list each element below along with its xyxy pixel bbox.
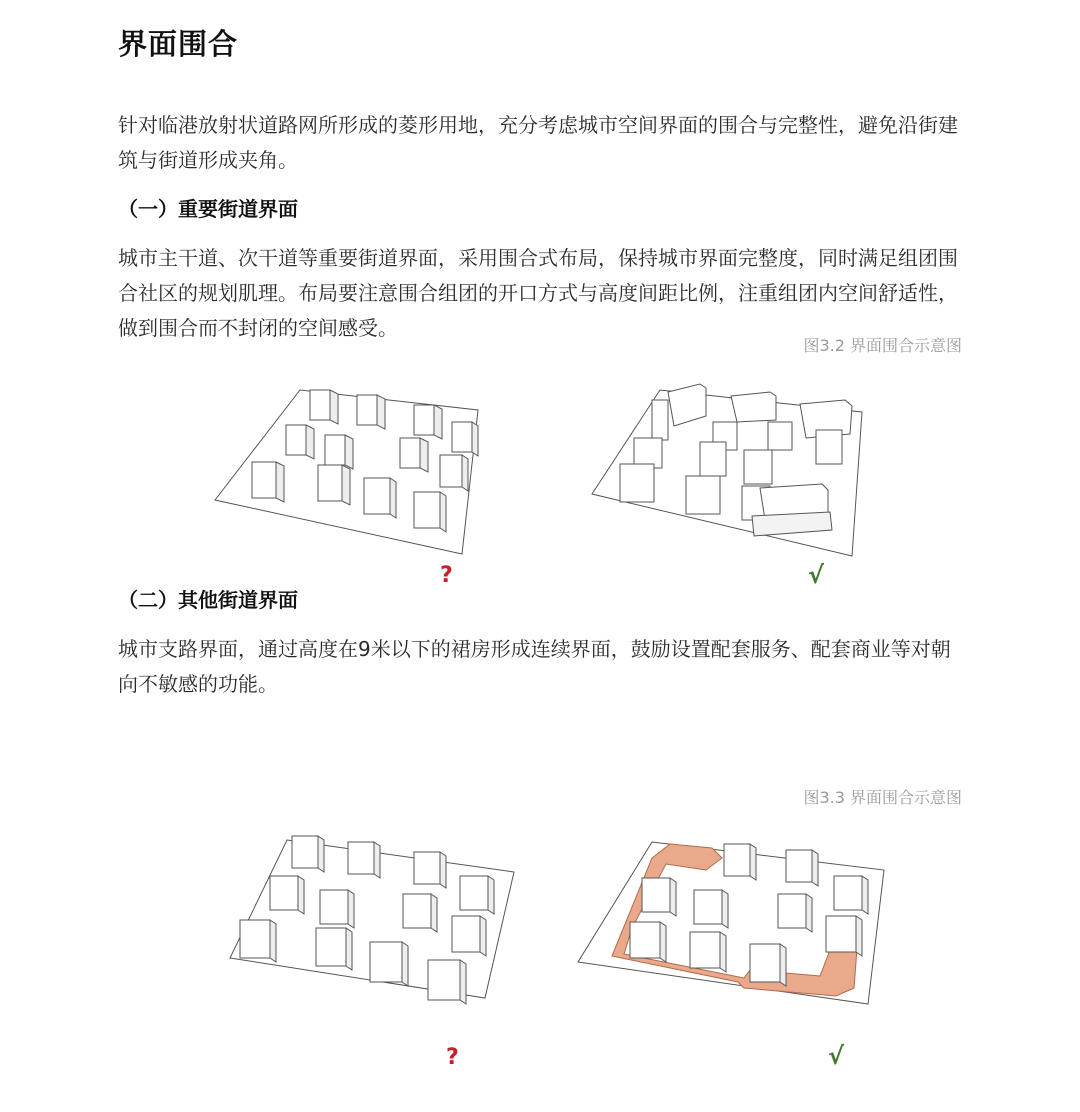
building-block: [630, 922, 666, 962]
building-block: [240, 920, 276, 962]
recommended-mark: √: [828, 1042, 845, 1070]
building-block: [310, 390, 338, 424]
figure-3-2: [0, 370, 1080, 590]
building-block: [768, 422, 792, 450]
building-block: [700, 442, 726, 476]
building-block: [403, 894, 437, 932]
figure-3-2-drawing: [0, 370, 1080, 590]
building-block: [428, 960, 466, 1004]
building-block: [642, 878, 676, 916]
building-block: [414, 852, 446, 888]
building-block: [325, 435, 353, 469]
building-block: [320, 890, 354, 928]
building-block: [452, 422, 478, 456]
building-block: [364, 478, 396, 518]
building-block: [834, 876, 868, 914]
not-recommended-mark: ?: [440, 563, 453, 588]
recommended-mark: √: [808, 561, 825, 589]
building-block: [786, 850, 818, 886]
building-block: [440, 455, 468, 491]
building-block: [731, 392, 776, 422]
figure-3-3-drawing: [0, 820, 1080, 1070]
building-block: [414, 492, 446, 532]
building-block: [460, 876, 494, 914]
section2-paragraph: 城市支路界面，通过高度在9米以下的裙房形成连续界面，鼓励设置配套服务、配套商业等对朝向不敏感的功能。: [118, 637, 951, 696]
building-block: [750, 944, 786, 986]
building-block: [316, 928, 352, 970]
building-block: [690, 932, 726, 972]
not-recommended-mark: ?: [446, 1045, 459, 1070]
building-block: [686, 476, 720, 514]
building-block: [270, 876, 304, 914]
section2-heading: （二）其他街道界面: [118, 588, 298, 612]
building-block: [816, 430, 842, 464]
building-block: [694, 890, 728, 928]
figure-3-3-caption: 图3.3 界面围合示意图: [803, 788, 962, 807]
building-block: [778, 894, 812, 932]
section1-paragraph: 城市主干道、次干道等重要街道界面，采用围合式布局，保持城市界面完整度，同时满足组团围合社区的规划肌理。布局要注意围合组团的开口方式与高度间距比例，注重组团内空间舒适性，做到围合而不封闭的空间感受。: [118, 246, 958, 340]
building-block: [652, 400, 668, 440]
figure-3-2-caption: 图3.2 界面围合示意图: [803, 336, 962, 355]
building-block: [370, 942, 408, 986]
page-title: 界面围合: [118, 27, 239, 61]
scattered-layout-diagram: [230, 836, 514, 1004]
building-block: [357, 395, 385, 429]
building-block: [292, 836, 324, 872]
section1-heading: （一）重要街道界面: [118, 197, 298, 221]
building-block: [452, 916, 486, 956]
building-block: [826, 916, 862, 956]
building-block: [318, 465, 350, 505]
building-block: [348, 842, 380, 878]
building-block: [744, 450, 772, 484]
enclosed-layout-diagram: [592, 384, 862, 556]
building-block: [724, 844, 756, 880]
figure-3-3: [0, 820, 1080, 1070]
scattered-layout-diagram: [215, 390, 478, 554]
building-block: [620, 464, 654, 502]
building-block: [252, 462, 284, 502]
building-block: [286, 425, 314, 459]
building-block: [400, 438, 428, 472]
podium-layout-diagram: [578, 842, 884, 1004]
building-block: [414, 405, 442, 439]
intro-paragraph: 针对临港放射状道路网所形成的菱形用地，充分考虑城市空间界面的围合与完整性，避免沿街建筑与街道形成夹角。: [118, 113, 958, 172]
